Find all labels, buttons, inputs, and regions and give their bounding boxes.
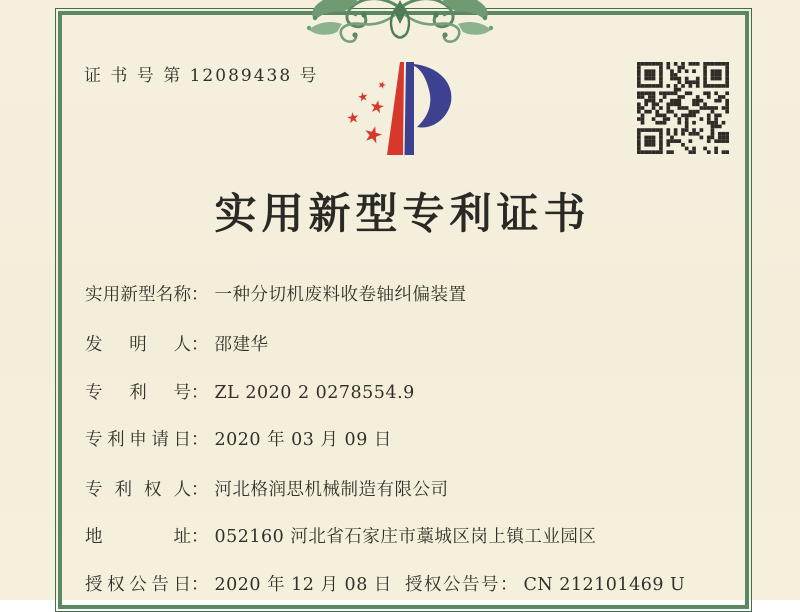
logo-stars	[347, 80, 387, 144]
certificate-title: 实用新型专利证书	[214, 189, 591, 238]
colon: ：	[191, 430, 209, 450]
field-row-address	[85, 525, 596, 549]
field-label: 专利号	[85, 383, 191, 403]
field-row-filing-date	[85, 428, 392, 452]
logo-bar	[405, 62, 415, 155]
field-label: 专利权人	[85, 480, 191, 500]
colon: ：	[191, 383, 209, 403]
field-label: 发明人	[85, 335, 191, 355]
grant-date-label: 授权公告日	[85, 575, 191, 595]
grant-number-value: CN 212101469 U	[523, 575, 686, 595]
colon: ：	[191, 575, 209, 595]
certificate-number: 证 书 号 第 12089438 号	[84, 66, 319, 86]
field-row-patent-number	[85, 381, 415, 405]
field-value: 邵建华	[214, 335, 269, 355]
field-label: 专利申请日	[85, 430, 191, 450]
grant-date-value: 2020 年 12 月 08 日	[214, 575, 392, 595]
colon: ：	[191, 480, 209, 500]
colon: ：	[191, 527, 209, 547]
grant-number-label: 授权公告号	[405, 575, 500, 595]
field-row-patentee	[85, 478, 449, 502]
cnipa-logo-icon	[333, 52, 463, 160]
logo-p-bowl	[414, 64, 451, 127]
field-row-utility-model-name	[85, 283, 467, 307]
footer-row	[85, 573, 686, 597]
field-label: 地址	[85, 527, 191, 547]
field-value: 2020 年 03 月 09 日	[214, 430, 392, 450]
colon: ：	[191, 335, 209, 355]
field-value: 052160 河北省石家庄市藁城区岗上镇工业园区	[214, 527, 597, 547]
grant-number-group	[405, 573, 685, 597]
colon: ：	[500, 575, 518, 595]
scrollwork-flourish-icon	[285, 0, 515, 46]
colon: ：	[191, 285, 209, 305]
logo-spire	[387, 62, 404, 155]
qr-code	[637, 62, 729, 154]
field-label: 实用新型名称	[85, 285, 191, 305]
field-value: 一种分切机废料收卷轴纠偏装置	[214, 285, 467, 305]
field-value: 河北格润思机械制造有限公司	[214, 480, 449, 500]
field-row-inventor	[85, 333, 269, 357]
field-value: ZL 2020 2 0278554.9	[214, 383, 415, 403]
